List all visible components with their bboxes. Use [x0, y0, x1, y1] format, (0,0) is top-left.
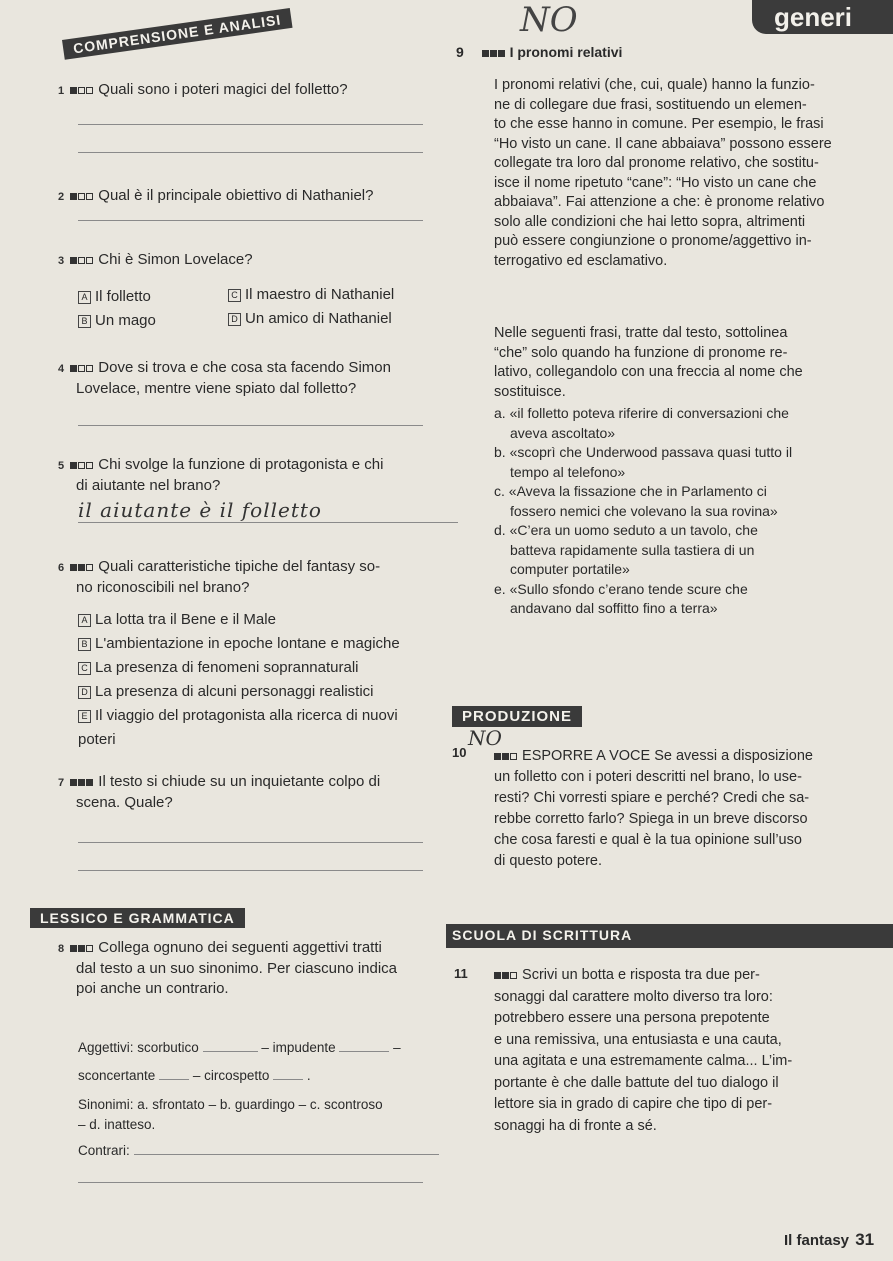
q6-option-e-continued: poteri — [78, 731, 116, 748]
sinonimi-line: Sinonimi: a. sfrontato – b. guardingo – c. scontroso – d. inatteso. — [78, 1097, 383, 1132]
scrittura-title: SCUOLA DI SCRITTURA — [452, 927, 633, 943]
q6-option-e[interactable]: E Il viaggio del protagonista alla ricerca di nuovi — [78, 706, 398, 726]
handwritten-no-10: NO — [468, 726, 502, 750]
contrari-line: Contrari: — [78, 1143, 439, 1158]
answer-line-7b[interactable] — [78, 870, 423, 871]
question-11-num: 11 — [454, 966, 468, 981]
question-6: 6 Quali caratteristiche tipiche del fantasy so- no riconoscibili nel brano? — [58, 558, 381, 596]
question-7: 7 Il testo si chiude su un inquietante colpo di scena. Quale? — [58, 773, 381, 811]
footer-running-title: Il fantasy 31 — [784, 1230, 875, 1249]
question-11-text: Scrivi un botta e risposta tra due per- sonaggi dal carattere molto diverso tra loro: potrebbero essere una persona prepotente e una remissiva, una entusiasta e una cauta, una agitata e una estremamente calma... L’im- portante è che dalle battute del tuo dialogo il lettore sia in grado di capire che tipo di per- sonaggi ha di fronte a sé. — [494, 967, 793, 1134]
question-5: 5 Chi svolge la funzione di protagonista e chi di aiutante nel brano? — [58, 456, 384, 494]
answer-line-2[interactable] — [78, 220, 423, 221]
answer-line-7a[interactable] — [78, 842, 423, 843]
section-title: COMPRENSIONE E ANALISI — [62, 8, 292, 60]
answer-line-5[interactable] — [78, 522, 458, 523]
lessico-title: LESSICO E GRAMMATICA — [30, 908, 245, 928]
q3-option-c[interactable]: C Il maestro di Nathaniel — [228, 285, 394, 305]
question-2: 2 Qual è il principale obiettivo di Nathaniel? — [58, 187, 374, 204]
q6-option-a[interactable]: A La lotta tra il Bene e il Male — [78, 610, 276, 630]
sentence-c[interactable]: c. «Aveva la fissazione che in Parlamento ci fossero nemici che volevano la sua rovina» — [494, 483, 778, 519]
answer-line-1a[interactable] — [78, 124, 423, 125]
q3-option-b[interactable]: B Un mago — [78, 311, 156, 331]
q6-option-b[interactable]: B L'ambientazione in epoche lontane e magiche — [78, 634, 400, 654]
question-9-header: 9 I pronomi relativi — [456, 44, 623, 60]
contrari-line-2[interactable] — [78, 1182, 423, 1183]
q3-option-d[interactable]: D Un amico di Nathaniel — [228, 309, 392, 329]
handwritten-no-top: NO — [520, 0, 578, 40]
page-number: 31 — [855, 1230, 875, 1249]
question-10-text: ESPORRE A VOCE Se avessi a disposizione un folletto con i poteri descritti nel brano, lo use- resti? Chi vorresti spiare e perché? Credi che sa- rebbe corretto farlo? Spiega in un breve discorso che cosa faresti e qual è la tua opinione sull’uso di questo potere. — [494, 748, 813, 869]
question-3: 3 Chi è Simon Lovelace? — [58, 251, 253, 268]
aggettivi-line-2: sconcertante – circospetto . — [78, 1068, 311, 1083]
answer-line-4[interactable] — [78, 425, 423, 426]
question-1: 1 Quali sono i poteri magici del folletto? — [58, 81, 348, 98]
question-8: 8 Collega ognuno dei seguenti aggettivi tratti dal testo a un suo sinonimo. Per ciascuno indica poi anche un contrario. — [58, 939, 398, 997]
q6-option-c[interactable]: C La presenza di fenomeni soprannaturali — [78, 658, 359, 678]
pronomi-instructions: Nelle seguenti frasi, tratte dal testo, sottolinea “che” solo quando ha funzione di pronome re- lativo, collegandolo con una freccia al nome che sostituisce. — [494, 325, 803, 400]
q6-option-d[interactable]: D La presenza di alcuni personaggi realistici — [78, 682, 374, 702]
produzione-title: PRODUZIONE — [452, 706, 582, 727]
answer-line-1b[interactable] — [78, 152, 423, 153]
pronomi-explanation: I pronomi relativi (che, cui, quale) hanno la funzio- ne di collegare due frasi, sostituendo un elemen- to che esse hanno in comune. Per esempio, le frasi “Ho visto un cane. Il cane abbaiava” possono essere collegate tra loro dal pronome relativo, che sostitu- isce il nome ripetuto “cane”: “Ho visto un cane che abbaiava”. Fai attenzione a che: è pronome relativo solo alle condizioni che hai letto sopra, altrimenti può essere congiunzione o pronome/aggettivo in- terrogativo ed esclamativo. — [494, 77, 832, 269]
sentence-b[interactable]: b. «scoprì che Underwood passava quasi tutto il tempo al telefono» — [494, 444, 793, 480]
brand-badge — [752, 0, 893, 34]
sentence-list — [494, 404, 864, 619]
question-4: 4 Dove si trova e che cosa sta facendo Simon Lovelace, mentre viene spiato dal folletto? — [58, 359, 391, 397]
handwritten-answer-5: il aiutante è il folletto — [78, 498, 322, 522]
q3-option-a[interactable]: A Il folletto — [78, 287, 151, 307]
aggettivi-line-1: Aggettivi: scorbutico – impudente – — [78, 1040, 401, 1055]
sentence-e[interactable]: e. «Sullo sfondo c’erano tende scure che andavano dal soffitto fino a terra» — [494, 580, 748, 616]
sentence-a[interactable]: a. «il folletto poteva riferire di conversazioni che aveva ascoltato» — [494, 405, 789, 441]
sentence-d[interactable]: d. «C’era un uomo seduto a un tavolo, che batteva rapidamente sulla tastiera di un computer portatile» — [494, 522, 758, 577]
brand-text: generi — [774, 2, 853, 32]
question-10-num: 10 — [452, 745, 467, 760]
